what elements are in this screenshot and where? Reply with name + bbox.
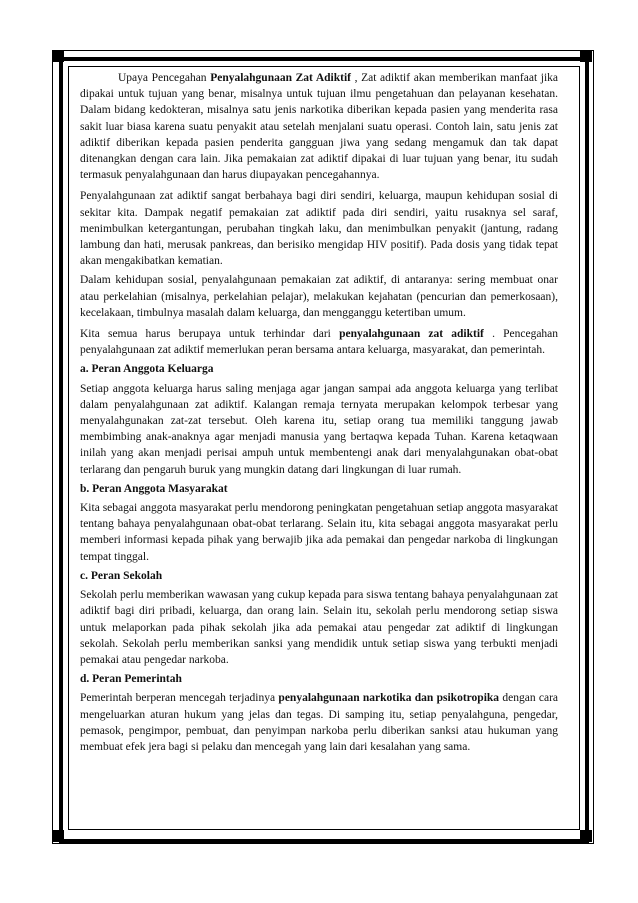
border-corner-bottom-left: [52, 830, 64, 842]
section-c-text: Sekolah perlu memberikan wawasan yang cukup kepada para siswa tentang bahaya penyalahgunaan zat adiktif bagi diri pribadi, keluarga, dan orang lain. Selain itu, sekolah perlu mendorong setiap siswa untuk melaporkan pada pihak sekolah jika ada pemakai atau pengedar zat adiktif di lingkungan sekolah. Sekolah perlu memberikan sanksi yang mendidik untuk setiap siswa yang terbukti menjadi pemakai atau pengedar narkoba.: [80, 589, 558, 666]
intro-paragraph-2: Penyalahgunaan zat adiktif sangat berbahaya bagi diri sendiri, keluarga, maupun kehidupan sosial di sekitar kita. Dampak negatif pemakaian zat adiktif pada diri sendiri, yaitu rusaknya sel saraf, menimbulkan ketergantungan, perubahan tingkah laku, dan menimbulkan penyakit (jantung, radang lambung dan hati, merusak pankreas, dan berisiko mengidap HIV positif). Pada dosis yang tidak tepat akan mengakibatkan kematian.: [80, 190, 558, 268]
section-d-heading: d. Peran Pemerintah: [80, 673, 182, 686]
section-b-heading: b. Peran Anggota Masyarakat: [80, 482, 228, 495]
border-corner-top-left: [52, 50, 64, 62]
intro-paragraph-3: Dalam kehidupan sosial, penyalahgunaan pemakaian zat adiktif, di antaranya: sering membuat onar atau perkelahian (misalnya, perkelahian pelajar), melakukan kejahatan (pencurian dan pemerkosaan), kecelakaan, timbulnya masalah dalam keluarga, dan mengganggu ketertiban umum.: [80, 274, 558, 319]
section-a-text: Setiap anggota keluarga harus saling menjaga agar jangan sampai ada anggota keluarga yang terlibat dalam penyalahgunaan zat adiktif. Kalangan remaja ternyata merupakan kelompok terbesar yang menyalahgunakan zat-zat tersebut. Oleh karena itu, setiap orang tua memiliki tanggung jawab membimbing anak-anaknya agar menjadi manusia yang bertaqwa kepada Tuhan. Karena ketaqwaan inilah yang akan menjadi perisai ampuh untuk membentengi anak dari menyalahgunakan obat-obat terlarang dan pengaruh buruk yang mungkin datang dari lingkungan di luar rumah.: [80, 382, 558, 476]
intro-paragraph-1: Upaya Pencegahan Penyalahgunaan Zat Adiktif , Zat adiktif akan memberikan manfaat jika dipakai untuk tujuan yang benar, misalnya untuk tujuan ilmu pengetahuan dan pelayanan kesehatan. Dalam bidang kedokteran, misalnya satu jenis narkotika diberikan kepada pasien yang menderita rasa sakit luar biasa karena suatu penyakit atau setelah menjalani suatu operasi. Contoh lain, satu jenis zat adiktif diberikan kepada pasien penderita gangguan jiwa yang sedang mengamuk dan tak dapat ditenangkan dengan cara lain. Jika pemakaian zat adiktif dipakai di luar tujuan yang benar, itu sudah termasuk penyalahgunaan dan harus diupayakan pencegahannya.: [80, 72, 559, 182]
intro-paragraph-4: Kita semua harus berupaya untuk terhindar dari penyalahgunaan zat adiktif . Pencegahan penyalahgunaan zat adiktif memerlukan peran bersama antara keluarga, masyarakat, dan pemerintah.: [80, 328, 559, 357]
intro-bold-term: Penyalahgunaan Zat Adiktif: [210, 72, 351, 84]
section-a-heading: a. Peran Anggota Keluarga: [80, 363, 214, 376]
section-d-bold-term: penyalahgunaan narkotika dan psikotropika: [278, 692, 500, 705]
intro-bold-term-2: penyalahgunaan zat adiktif: [339, 328, 484, 341]
section-b-text: Kita sebagai anggota masyarakat perlu mendorong peningkatan pengetahuan setiap anggota masyarakat tentang bahaya penyalahgunaan obat-obat terlarang. Selain itu, kita sebagai anggota masyarakat perlu memberi informasi kepada pihak yang berwajib jika ada pemakai dan pengedar narkoba di lingkungan tempat tinggal.: [80, 502, 558, 563]
document-body: [80, 70, 558, 758]
section-c-heading: c. Peran Sekolah: [80, 569, 163, 582]
section-d-text: Pemerintah berperan mencegah terjadinya penyalahgunaan narkotika dan psikotropika dengan cara mengeluarkan aturan hukum yang jelas dan tegas. Di samping itu, setiap penyalahguna, pengedar, pemasok, pengimpor, pembuat, dan penyimpan narkoba perlu diberikan sanksi atau hukuman yang membuat efek jera bagi si pelaku dan mencegah yang lain dari kesalahan yang sama.: [80, 692, 559, 753]
border-corner-top-right: [580, 50, 592, 62]
border-corner-bottom-right: [580, 830, 592, 842]
